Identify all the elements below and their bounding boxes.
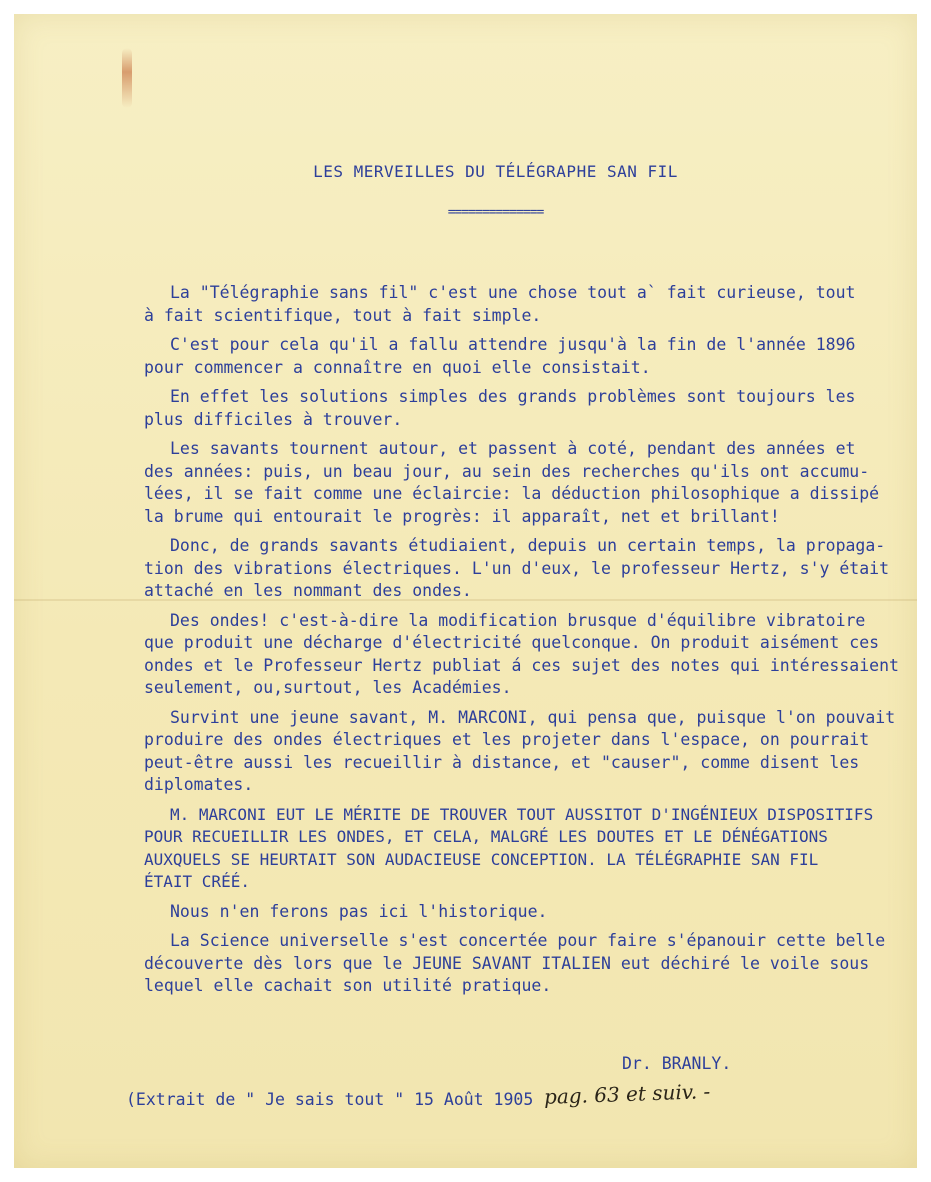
signature: Dr. BRANLY. <box>622 1054 732 1073</box>
document-page <box>14 14 917 1168</box>
paragraph <box>144 930 884 998</box>
text-line: La "Télégraphie sans fil" c'est une chose tout a` fait curieuse, tout <box>170 283 856 302</box>
document-title: LES MERVEILLES DU TÉLÉGRAPHE SAN FIL <box>313 162 678 181</box>
document-body <box>144 282 899 1005</box>
text-line: peut-être aussi les recueillir à distance, et "causer", comme disent les <box>144 752 860 772</box>
rust-stain <box>122 48 132 108</box>
text-line: lequel elle cachait son utilité pratique. <box>144 976 552 995</box>
text-line: AUXQUELS SE HEURTAIT SON AUDACIEUSE CONCEPTION. LA TÉLÉGRAPHIE SAN FIL <box>144 849 819 869</box>
text-line: En effet les solutions simples des grands problèmes sont toujours les <box>170 387 856 406</box>
text-line: ÉTAIT CRÉÉ. <box>144 872 250 891</box>
title-underline: ============== <box>447 205 544 220</box>
paragraph <box>144 282 884 327</box>
paragraph <box>144 535 890 603</box>
text-line: à fait scientifique, tout à fait simple. <box>144 305 542 325</box>
text-line: que produit une décharge d'électricité quelconque. On produit aisément ces <box>144 633 880 652</box>
paragraph <box>144 707 896 797</box>
text-line: Donc, de grands savants étudiaient, depuis un certain temps, la propaga- <box>170 536 886 555</box>
paragraph <box>144 804 884 894</box>
text-line: découverte dès lors que le JEUNE SAVANT ITALIEN eut déchiré le voile sous <box>144 953 870 973</box>
paragraph <box>144 610 899 700</box>
text-line: POUR RECUEILLIR LES ONDES, ET CELA, MALGRÉ LES DOUTES ET LE DÉNÉGATIONS <box>144 827 828 846</box>
text-line: diplomates. <box>144 775 254 794</box>
paragraph <box>144 438 884 528</box>
text-line: produire des ondes électriques et les projeter dans l'espace, on pourrait <box>144 730 870 749</box>
text-line: la brume qui entourait le progrès: il apparaît, net et brillant! <box>144 506 780 526</box>
handwritten-note: pag. 63 et suiv. - <box>543 1079 711 1109</box>
text-line: M. MARCONI EUT LE MÉRITE DE TROUVER TOUT AUSSITOT D'INGÉNIEUX DISPOSITIFS <box>170 804 874 824</box>
paragraph <box>144 901 884 924</box>
text-line: La Science universelle s'est concertée pour faire s'épanouir cette belle <box>170 931 886 950</box>
paragraph <box>144 386 884 431</box>
text-line: Des ondes! c'est-à-dire la modification brusque d'équilibre vibratoire <box>170 610 866 630</box>
text-line: plus difficiles à trouver. <box>144 409 403 429</box>
text-line: C'est pour cela qu'il a fallu attendre jusqu'à la fin de l'année 1896 <box>170 335 856 354</box>
text-line: ondes et le Professeur Hertz publiat á ces sujet des notes qui intéressaient <box>144 655 899 675</box>
text-line: des années: puis, un beau jour, au sein des recherches qu'ils ont accumu- <box>144 461 870 481</box>
text-line: seulement, ou,surtout, les Académies. <box>144 678 512 697</box>
text-line: Survint une jeune savant, M. MARCONI, qui pensa que, puisque l'on pouvait <box>170 707 896 727</box>
text-line: tion des vibrations électriques. L'un d'eux, le professeur Hertz, s'y était <box>144 558 890 578</box>
text-line: Les savants tournent autour, et passent à coté, pendant des années et <box>170 439 856 458</box>
paragraph <box>144 334 884 379</box>
text-line: attaché en les nommant des ondes. <box>144 581 472 600</box>
text-line: lées, il se fait comme une éclaircie: la déduction philosophique a dissipé <box>144 484 880 503</box>
source-citation: (Extrait de " Je sais tout " 15 Août 1905 <box>126 1090 534 1109</box>
text-line: Nous n'en ferons pas ici l'historique. <box>170 901 548 921</box>
text-line: pour commencer a connaître en quoi elle consistait. <box>144 357 651 377</box>
